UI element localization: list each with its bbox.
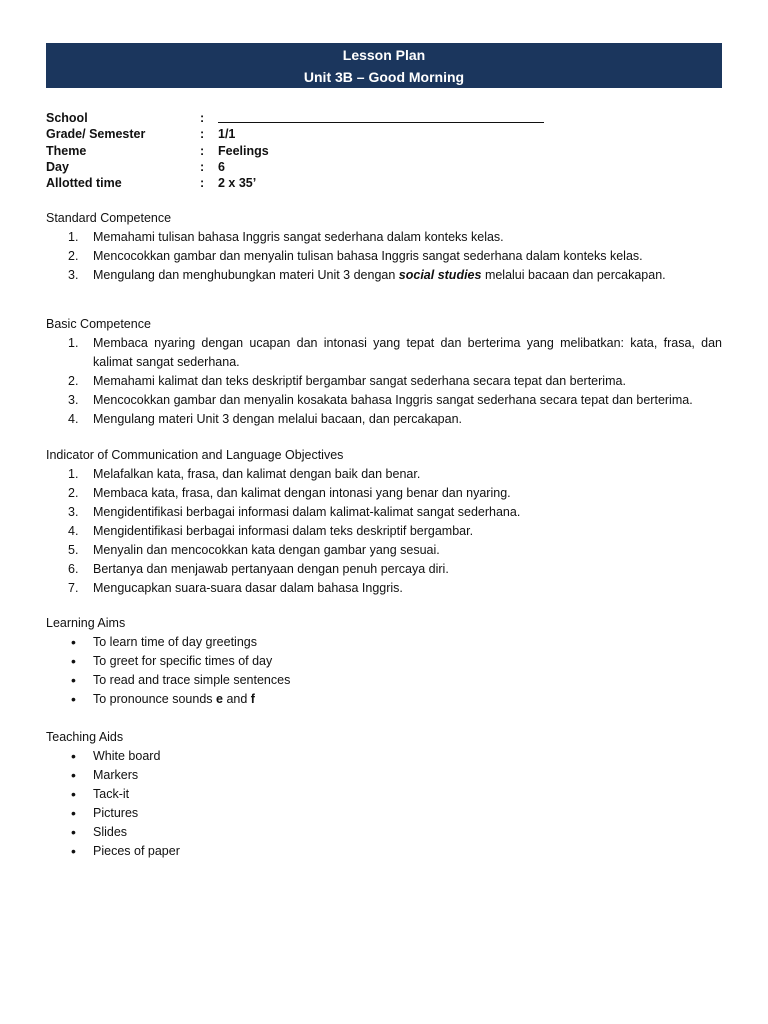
list-number: 1. — [68, 467, 79, 481]
bullet-icon: • — [71, 843, 76, 859]
header-banner — [46, 43, 722, 88]
info-value: 1/1 — [218, 127, 236, 142]
bullet-icon: • — [71, 672, 76, 688]
list-number: 5. — [68, 543, 79, 557]
list-item-text-mid: and — [222, 692, 251, 706]
list-item — [46, 503, 722, 522]
list-item — [46, 652, 722, 671]
list-number: 1. — [68, 230, 79, 244]
list-number: 7. — [68, 581, 79, 595]
blank-line — [218, 110, 544, 123]
list-item-text: Memahami kalimat dan teks deskriptif bergambar sangat sederhana secara tepat dan berterima. — [93, 374, 626, 388]
list-number: 2. — [68, 486, 79, 500]
info-label: Day — [46, 159, 69, 174]
list-number: 1. — [68, 336, 79, 350]
list-item-text: Markers — [93, 768, 139, 782]
list-item-text-pre: Mengulang dan menghubungkan materi Unit 3 dengan — [93, 268, 399, 282]
document-title: Lesson Plan — [342, 47, 426, 63]
list-item-text: Memahami tulisan bahasa Inggris sangat sederhana dalam konteks kelas. — [93, 230, 504, 244]
teaching-aids-list — [46, 747, 722, 861]
list-number: 3. — [68, 505, 79, 519]
list-item — [46, 334, 722, 372]
list-item-text: Melafalkan kata, frasa, dan kalimat dengan baik dan benar. — [93, 467, 421, 481]
list-item-text: White board — [93, 749, 161, 763]
info-label: Allotted time — [46, 176, 122, 191]
list-item-text: Mengulang materi Unit 3 dengan melalui bacaan, dan percakapan. — [93, 412, 462, 426]
list-number: 2. — [68, 374, 79, 388]
info-value: 6 — [218, 159, 225, 174]
list-item — [46, 372, 722, 391]
info-colon: : — [200, 143, 205, 158]
section-title: Learning Aims — [46, 616, 126, 630]
list-item-text: Mencocokkan gambar dan menyalin tulisan bahasa Inggris sangat sederhana dalam konteks kelas. — [93, 249, 643, 263]
school-blank — [218, 110, 646, 126]
list-item-text-pre: To pronounce sounds — [93, 692, 217, 706]
learning-aims-section — [46, 614, 722, 709]
basic-competence-section — [46, 315, 722, 429]
teaching-aids-section — [46, 728, 722, 861]
list-item — [46, 671, 722, 690]
list-item-text: Mencocokkan gambar dan menyalin kosakata bahasa Inggris sangat sederhana secara tepat dan berterima. — [93, 393, 693, 407]
list-item-text: Mengucapkan suara-suara dasar dalam bahasa Inggris. — [93, 581, 403, 595]
list-item — [46, 465, 722, 484]
info-row-grade — [46, 126, 646, 142]
list-item — [46, 747, 722, 766]
bullet-icon: • — [71, 691, 76, 707]
info-label: Theme — [46, 143, 87, 158]
list-item-text-post: melalui bacaan dan percakapan. — [481, 268, 666, 282]
list-item-text: Bertanya dan menjawab pertanyaan dengan penuh percaya diri. — [93, 562, 449, 576]
list-item — [46, 228, 722, 247]
list-item-text: Mengidentifikasi berbagai informasi dalam kalimat-kalimat sangat sederhana. — [93, 505, 521, 519]
standard-competence-list — [46, 228, 722, 285]
list-number: 3. — [68, 393, 79, 407]
info-value: Feelings — [218, 143, 269, 158]
indicators-section — [46, 446, 722, 598]
list-item — [46, 785, 722, 804]
standard-competence-section — [46, 209, 722, 285]
list-item — [46, 633, 722, 652]
list-item-text: Menyalin dan mencocokkan kata dengan gambar yang sesuai. — [93, 543, 440, 557]
list-item-text: Pictures — [93, 806, 139, 820]
bullet-icon: • — [71, 653, 76, 669]
list-item — [46, 766, 722, 785]
list-item-text: Slides — [93, 825, 128, 839]
unit-title: Unit 3B – Good Morning — [303, 69, 465, 85]
list-item — [46, 560, 722, 579]
emphasis-social-studies: social studies — [398, 268, 482, 282]
list-item-text: To read and trace simple sentences — [93, 673, 291, 687]
list-number: 2. — [68, 249, 79, 263]
list-item — [46, 484, 722, 503]
info-label: Grade/ Semester — [46, 127, 146, 142]
list-item — [46, 579, 722, 598]
bullet-icon: • — [71, 634, 76, 650]
list-item — [46, 690, 722, 709]
info-row-theme — [46, 143, 646, 159]
list-item — [46, 391, 722, 410]
learning-aims-list — [46, 633, 722, 709]
info-colon: : — [200, 111, 205, 125]
bullet-icon: • — [71, 805, 76, 821]
basic-competence-list — [46, 334, 722, 429]
section-title: Basic Competence — [46, 317, 151, 331]
info-colon: : — [200, 127, 205, 142]
list-item — [46, 823, 722, 842]
list-number: 4. — [68, 524, 79, 538]
list-item — [46, 247, 722, 266]
info-value: 2 x 35’ — [218, 176, 257, 191]
section-title: Teaching Aids — [46, 730, 124, 744]
bullet-icon: • — [71, 748, 76, 764]
list-number: 6. — [68, 562, 79, 576]
bullet-icon: • — [71, 786, 76, 802]
info-table — [46, 110, 646, 191]
list-item — [46, 541, 722, 560]
bullet-icon: • — [71, 824, 76, 840]
info-row-school — [46, 110, 646, 126]
indicators-list — [46, 465, 722, 598]
list-item-text: Tack-it — [93, 787, 130, 801]
list-item-text: To greet for specific times of day — [93, 654, 273, 668]
info-colon: : — [200, 159, 205, 174]
section-title: Standard Competence — [46, 211, 172, 225]
list-number: 3. — [68, 268, 79, 282]
list-item — [46, 266, 722, 285]
section-title: Indicator of Communication and Language Objectives — [46, 448, 344, 462]
list-number: 4. — [68, 412, 79, 426]
sound-f: f — [250, 692, 255, 706]
info-row-day — [46, 159, 646, 175]
list-item-text: Mengidentifikasi berbagai informasi dalam teks deskriptif bergambar. — [93, 524, 474, 538]
info-row-time — [46, 175, 646, 191]
list-item-text: Membaca kata, frasa, dan kalimat dengan intonasi yang benar dan nyaring. — [93, 486, 511, 500]
list-item — [46, 804, 722, 823]
list-item — [46, 842, 722, 861]
info-label: School — [46, 111, 88, 125]
bullet-icon: • — [71, 767, 76, 783]
list-item-text: To learn time of day greetings — [93, 635, 257, 649]
list-item-text: Membaca nyaring dengan ucapan dan intonasi yang tepat dan berterima yang melibatkan: kata, frasa, dan kalimat sangat sederhana. — [93, 336, 722, 369]
list-item — [46, 522, 722, 541]
sound-e: e — [216, 692, 223, 706]
info-colon: : — [200, 176, 205, 191]
list-item-text: Pieces of paper — [93, 844, 180, 858]
list-item — [46, 410, 722, 429]
